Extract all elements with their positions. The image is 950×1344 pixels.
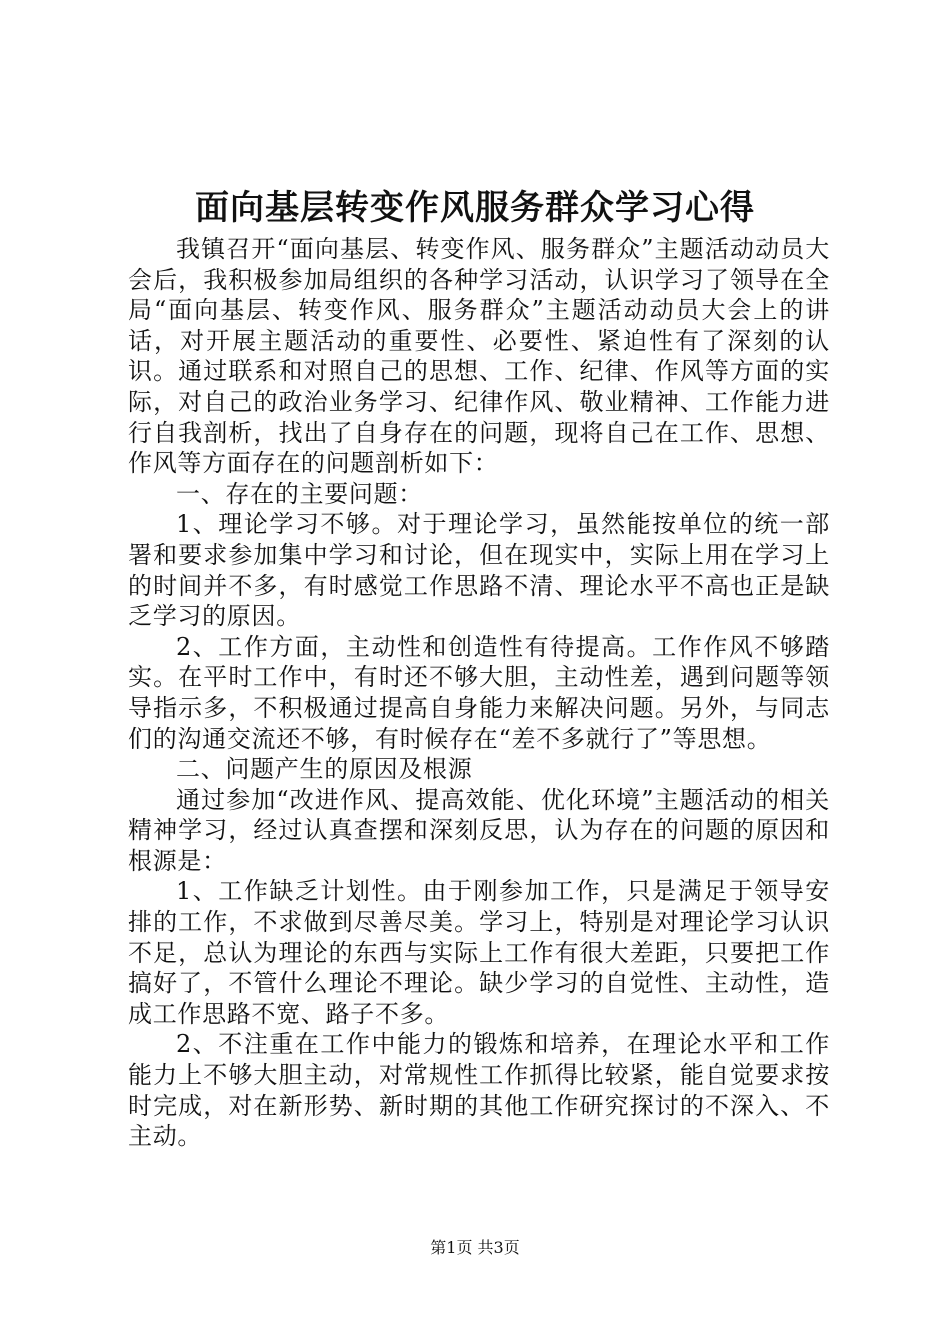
paragraph-cause-2: 2、不注重在工作中能力的锻炼和培养，在理论水平和工作能力上不够大胆主动，对常规性工作抓得比较紧，能自觉要求按时完成，对在新形势、新时期的其他工作研究探讨的不深入、不主动。	[128, 1030, 830, 1151]
paragraph-cause-1: 1、工作缺乏计划性。由于刚参加工作，只是满足于领导安排的工作，不求做到尽善尽美。学习上，特别是对理论学习认识不足，总认为理论的东西与实际上工作有很大差距，只要把工作搞好了，不管什么理论不理论。缺少学习的自觉性、主动性，造成工作思路不宽、路子不多。	[128, 877, 830, 1028]
paragraph-cause-intro: 通过参加“改进作风、提高效能、优化环境”主题活动的相关精神学习，经过认真查摆和深刻反思，认为存在的问题的原因和根源是：	[128, 785, 830, 875]
paragraph-problem-1: 1、理论学习不够。对于理论学习，虽然能按单位的统一部署和要求参加集中学习和讨论，但在现实中，实际上用在学习上的时间并不多，有时感觉工作思路不清、理论水平不高也正是缺乏学习的原因。	[128, 510, 830, 631]
page-footer: 第1页 共3页	[430, 1238, 520, 1257]
heading-section-1: 一、存在的主要问题：	[176, 479, 423, 508]
page-title: 面向基层转变作风服务群众学习心得	[195, 188, 755, 228]
paragraph-problem-2: 2、工作方面，主动性和创造性有待提高。工作作风不够踏实。在平时工作中，有时还不够大胆，主动性差，遇到问题等领导指示多，不积极通过提高自身能力来解决问题。另外，与同志们的沟通交流还不够，有时候存在“差不多就行了”等思想。	[128, 632, 830, 753]
heading-section-2: 二、问题产生的原因及根源	[176, 755, 473, 784]
paragraph-intro: 我镇召开“面向基层、转变作风、服务群众”主题活动动员大会后，我积极参加局组织的各种学习活动，认识学习了领导在全局“面向基层、转变作风、服务群众”主题活动动员大会上的讲话，对开展主题活动的重要性、必要性、紧迫性有了深刻的认识。通过联系和对照自己的思想、工作、纪律、作风等方面的实际，对自己的政治业务学习、纪律作风、敬业精神、工作能力进行自我剖析，找出了自身存在的问题，现将自己在工作、思想、作风等方面存在的问题剖析如下：	[128, 235, 830, 478]
document-body	[128, 234, 830, 1152]
